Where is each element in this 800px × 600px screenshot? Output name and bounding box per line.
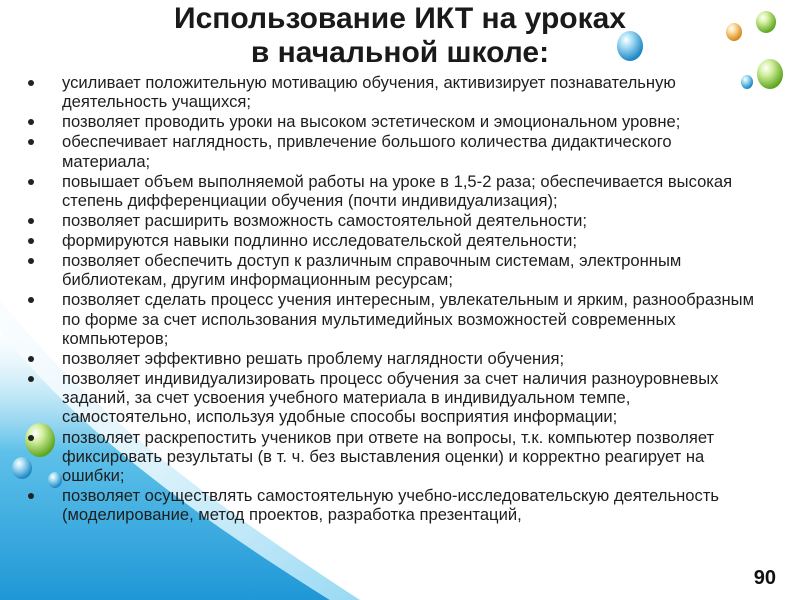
bullet-dot-icon (28, 139, 34, 145)
bullet-dot-icon (28, 218, 34, 224)
bullet-dot-icon (28, 435, 34, 441)
bullet-dot-icon (28, 119, 34, 125)
list-item (24, 211, 764, 230)
list-item (24, 428, 764, 486)
list-item-text: позволяет проводить уроки на высоком эстетическом и эмоциональном уровне; (62, 112, 681, 132)
title-line-2: в начальной школе: (250, 36, 550, 69)
list-item-text: позволяет обеспечить доступ к различным справочным системам, электронным библиотекам, другим информационным ресурсам; (62, 251, 682, 290)
bullet-list (24, 73, 764, 525)
list-item (24, 231, 764, 250)
list-item (24, 369, 764, 427)
page-number: 90 (753, 567, 776, 589)
title-line-1: Использование ИКТ на уроках (174, 2, 626, 35)
bullet-dot-icon (28, 297, 34, 303)
list-item-text: позволяет эффективно решать проблему наглядности обучения; (62, 348, 565, 368)
list-item-text: повышает объем выполняемой работы на уроке в 1,5-2 раза; обеспечивается высокая степень дифференциации обучения (почти индивидуализация); (62, 171, 733, 210)
bullet-dot-icon (28, 80, 34, 86)
list-item-text: позволяет расширить возможность самостоятельной деятельности; (62, 210, 588, 230)
list-item (24, 132, 764, 170)
slide-title (120, 2, 680, 70)
bullet-dot-icon (28, 258, 34, 264)
list-item-text: позволяет индивидуализировать процесс обучения за счет наличия разноуровневых заданий, за счет усвоения учебного материала в индивидуальном темпе, самостоятельно, используя удобные способы восприятия информации; (62, 369, 719, 427)
list-item-text: позволяет раскрепостить учеников при ответе на вопросы, т.к. компьютер позволяет фиксировать результаты (в т. ч. без выставления оценки) и корректно реагирует на ошибки; (62, 427, 715, 485)
list-item-text: усиливает положительную мотивацию обучения, активизирует познавательную деятельность учащихся; (62, 73, 676, 112)
bullet-dot-icon (28, 493, 34, 499)
bullet-dot-icon (28, 238, 34, 244)
list-item-text: позволяет осуществлять самостоятельную учебно-исследовательскую деятельность (моделирование, метод проектов, разработка презентаций, (62, 486, 720, 525)
green-drop-top (756, 11, 776, 33)
list-item (24, 290, 764, 348)
list-item (24, 73, 764, 111)
list-item-text: позволяет сделать процесс учения интересным, увлекательным и ярким, разнообразным по форме за счет использования мультимедийных возможностей современных компьютеров; (62, 290, 754, 348)
list-item (24, 349, 764, 368)
list-item (24, 112, 764, 131)
list-item-text: обеспечивает наглядность, привлечение большого количества дидактического материала; (62, 132, 672, 171)
bullet-dot-icon (28, 376, 34, 382)
bullet-dot-icon (28, 356, 34, 362)
bullet-dot-icon (28, 179, 34, 185)
list-item (24, 172, 764, 210)
list-item (24, 486, 764, 524)
list-item-text: формируются навыки подлинно исследовательской деятельности; (62, 231, 578, 251)
list-item (24, 251, 764, 289)
orange-drop (726, 23, 742, 41)
